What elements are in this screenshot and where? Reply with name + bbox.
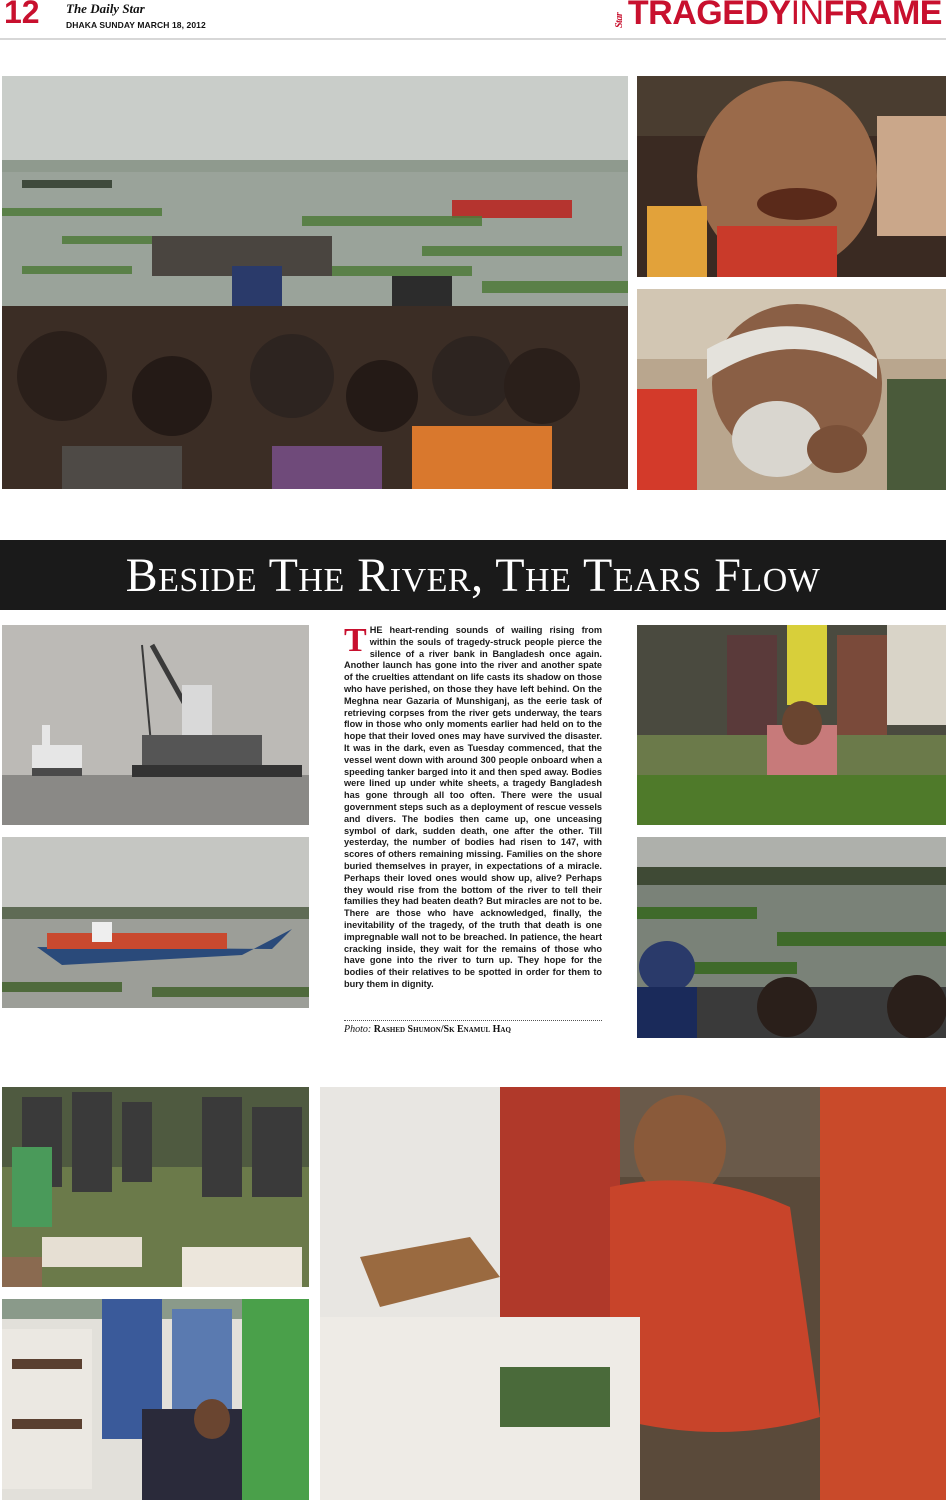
photo-child-red-dress (320, 1087, 946, 1500)
masthead-rule (0, 38, 946, 40)
headline: Beside The River, The Tears Flow (125, 548, 821, 602)
credit-label: Photo: (344, 1024, 372, 1035)
photo-river-police (637, 837, 946, 1038)
section-title-bold-2: FRAME (823, 0, 942, 32)
article-text: HE heart-rending sounds of wailing rising from within the souls of tragedy-struck people pierce the silence of a river bank in Bangladesh once again. Another launch has gone into the river and another spate of the cruelties attendant on life casts its shadow on those who have perished, on those they have left behind. On the Meghna near Gazaria of Munshiganj, as the eerie task of retrieving corpses from the river gets underway, the tears flow in those who only moments earlier had held on to the hope that their loved ones may have survived the disaster. It was in the dark, even as Tuesday commenced, that the vessel went down with around 300 people onboard when a speeding tanker barged into it and then sped away. Bodies were lined up under white sheets, a tragedy Bangladesh has gone through all too often. There were the usual government steps such as a deployment of rescue vessels and divers. The bodies then came up, one unceasing symbol of dark, sudden death, one after the other. Till yesterday, the number of bodies had risen to 147, with scores of others remaining missing. Families on the shore buried themselves in prayer, in expectations of a miracle. Perhaps their loved ones would show up, alive? Perhaps they would rise from the bottom of the river to tell their families they had beaten death? But miracles are not to be. There are those who have acknowledged, finally, the inevitability of the tragedy, of the truth that death is one impregnable wall not to be breached. In patience, the heart cracking inside, they wait for the remains of those who have gone into the river to turn up. They hope for the bodies of their relatives to be spotted in order for them to bury them in dignity. (344, 625, 602, 989)
photo-crying-woman (637, 76, 946, 277)
photo-salvage-crane (2, 625, 309, 825)
photo-old-man (637, 289, 946, 490)
photo-police-relatives (2, 1299, 309, 1500)
newspaper-name: The Daily Star (66, 1, 145, 16)
dropcap: T (344, 622, 367, 659)
page-number: 12 (4, 0, 40, 30)
photo-grieving-man (637, 625, 946, 825)
photo-credit (344, 1024, 602, 1035)
section-title (613, 0, 942, 33)
dateline: DHAKA SUNDAY MARCH 18, 2012 (66, 20, 206, 30)
photo-bodies-field (2, 1087, 309, 1287)
section-title-light: IN (790, 0, 824, 32)
photo-rescue-divers (2, 76, 628, 489)
headline-bar (0, 540, 946, 610)
section-title-bold-1: TRAGEDY (627, 0, 791, 32)
article-body (344, 622, 602, 991)
star-mark: Star (613, 12, 625, 28)
photo-rescue-boat (2, 837, 309, 1008)
credit-names: Rashed Shumon/Sk Enamul Haq (373, 1024, 511, 1035)
credit-rule (344, 1020, 602, 1021)
